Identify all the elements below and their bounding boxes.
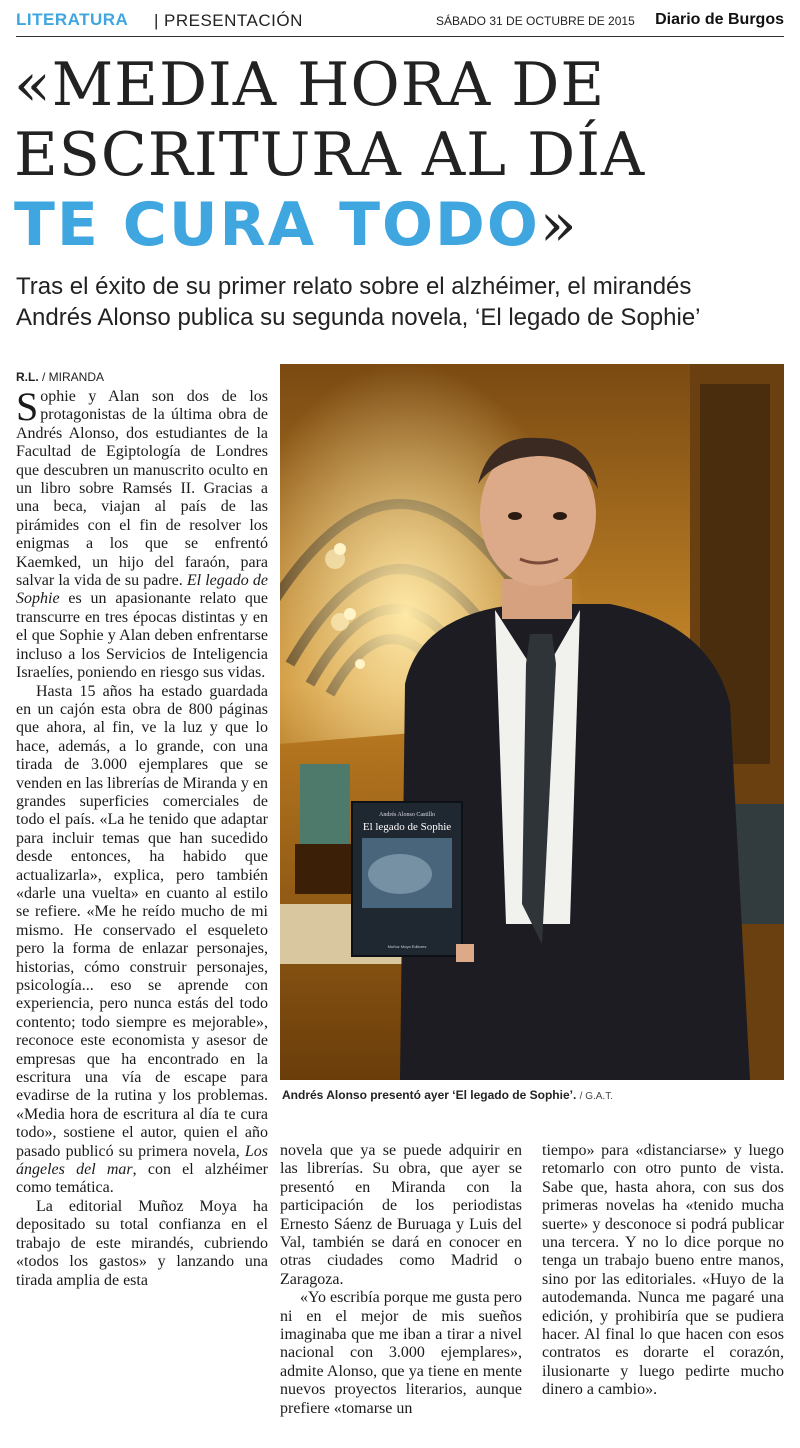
article-paragraph: «Yo escribía porque me gusta pero ni en el mejor de mis sueños imaginaba que me iban a tirar a nivel nacional con 3.000 ejemplares», admite Alonso, que ya tiene en mente nuevos proyectos literarios, aunque prefiere «tomarse un — [280, 1289, 522, 1417]
article-column-2 — [280, 1142, 522, 1418]
book-cover-publisher: Muñoz Moya Editores — [387, 944, 427, 949]
subheadline-line-2: Andrés Alonso publica su segunda novela, ‘El legado de Sophie’ — [16, 304, 701, 331]
headline-line-2: ESCRITURA AL DÍA — [14, 120, 646, 190]
byline-location: / MIRANDA — [42, 370, 105, 384]
newspaper-name: Diario de Burgos — [655, 11, 784, 28]
paragraph-text: , con el alzhéimer como temática. — [16, 1161, 269, 1197]
headline-line-1: «MEDIA HORA DE — [14, 50, 606, 120]
byline-author: R.L. — [16, 370, 39, 384]
photo-illustration — [280, 364, 784, 1080]
book-title-italic: El legado de Sophie — [16, 572, 268, 608]
page-header — [16, 10, 784, 37]
article-paragraph: novela que ya se puede adquirir en las librerías. Su obra, que ayer se presentó en Miranda con la participación de los periodistas Ernesto Sáenz de Buruaga y Luis del Val, también se dará en conocer en otras ciudades como Madrid o Zaragoza. — [280, 1142, 522, 1288]
photo-caption — [282, 1088, 613, 1102]
paragraph-text: Hasta 15 años ha estado guardada en un cajón esta obra de 800 páginas que ahora, al fin, ve la luz y que lo hace, además, a lo grande, con una tirada de 3.000 ejemplares que se venden en las librerías de Miranda y en grandes superficies comerciales de todo el país. «La he tenido que adaptar para incluir temas que han sucedido desde entonces, ha habido que actualizarla», explica, pero también «darle una vuelta» en cuanto al estilo se refiere. «Me he reído mucho de mi mismo. He conservado el esqueleto pero la forma de enlazar personajes, historias, cómo construir personajes, psicología... eso se aprende con experiencia, pero nunca estás del todo contento; todo siempre es mejorable», reconoce este economista y asesor de empresas que ha encontrado en la escritura una vía de escape para evadirse de la rutina y los problemas. «Media hora de escritura al día te cura todo», sostiene el autor, quien el año pasado publicó su primera novela, — [16, 682, 268, 1160]
paragraph-text: ophie y Alan son dos de los protagonistas de la última obra de Andrés Alonso, dos estudiantes de la Facultad de Egiptología de Londres que descubren un manuscrito oculto en un libro sobre Ramsés II. Gracias a una beca, viajan al país de las pirámides con el fin de resolver los enigmas a los que se enfrentó Kaemked, un hijo del faraón, para salvar la vida de su padre. — [16, 388, 268, 590]
book-cover-author: Andrés Alonso Castillo — [378, 812, 436, 818]
byline — [16, 370, 104, 384]
article-photo — [280, 364, 784, 1080]
subsection-label: PRESENTACIÓN — [164, 11, 303, 30]
headline-line-3 — [14, 190, 578, 260]
header-separator: | — [154, 11, 159, 30]
subheadline-line-1: Tras el éxito de su primer relato sobre el alzhéimer, el mirandés — [16, 273, 692, 300]
section-label: LITERATURA — [16, 10, 129, 29]
article-paragraph — [16, 384, 268, 683]
book-in-photo — [352, 802, 474, 962]
caption-text: Andrés Alonso presentó ayer ‘El legado de Sophie’. — [282, 1088, 577, 1102]
headline-highlight: TE CURA TODO — [14, 190, 540, 260]
book-cover-title: El legado de Sophie — [362, 821, 452, 833]
article-paragraph: tiempo» para «distanciarse» y luego retomarlo con otro punto de vista. Sabe que, hasta ahora, con sus dos primeras novelas ha «tenido mucha suerte» y desconoce si podrá publicar una tercera. Y no lo dice porque no tenga un trabajo bueno entre manos, sino por las editoriales. «Huyo de la autodemanda. Nunca me pagaré una edición, y prohibiría que se pudiera hacer. Al final lo que hacen con esos contratos es dorarte el corazón, ilusionarte y luego pedirte mucho dinero a cambio». — [542, 1142, 784, 1399]
article-column-3 — [542, 1142, 784, 1400]
article-paragraph — [16, 683, 268, 1198]
publication-date: SÁBADO 31 DE OCTUBRE DE 2015 — [436, 14, 635, 28]
book-title-italic: Los ángeles del mar — [16, 1142, 268, 1179]
paragraph-text: es un apasionante relato que transcurre en tres épocas distintas y en el que Sophie y Alan deben enfrentarse incluso a los Servicios de Inteligencia Israelíes, poniendo en riesgo sus vidas. — [16, 590, 268, 682]
headline-closing-quote: » — [539, 190, 578, 260]
drop-cap: S — [16, 384, 39, 429]
article-column-1 — [16, 384, 269, 1290]
photo-credit: / G.A.T. — [579, 1091, 613, 1102]
article-paragraph: La editorial Muñoz Moya ha depositado su total confianza en el trabajo de este mirandés, cubriendo «todos los gastos» y lanzando una tirada amplia de esta — [16, 1197, 268, 1289]
